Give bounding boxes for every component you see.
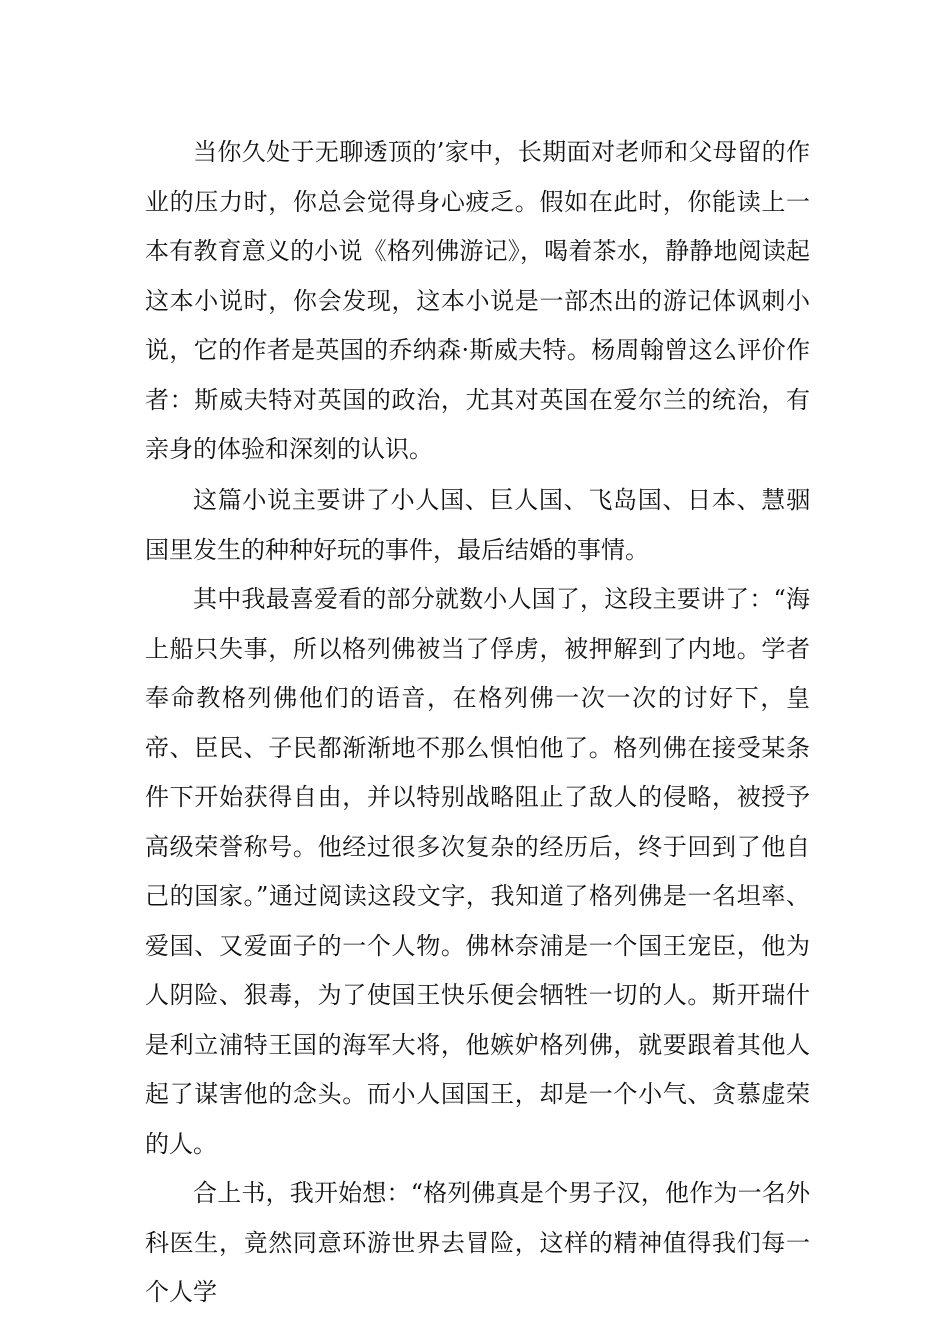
text-block-intro [145, 128, 810, 475]
paragraph-1: 当你久处于无聊透顶的’家中，长期面对老师和父母留的作业的压力时，你总会觉得身心疲乏。假如在此时，你能读上一本有教育意义的小说《格列佛游记》，喝着茶水，静静地阅读起这本小说时，你会发现，这本小说是一部杰出的游记体讽刺小说，它的作者是英国的乔纳森·斯威夫特。杨周翰曾这么评价作者：斯威夫特对英国的政治，尤其对英国在爱尔兰的统治，有亲身的体验和深刻的认识。 [145, 138, 810, 463]
text-block-body [145, 476, 810, 1318]
paragraph-3: 其中我最喜爱看的部分就数小人国了，这段主要讲了：“海上船只失事，所以格列佛被当了俘虏，被押解到了内地。学者奉命教格列佛他们的语音，在格列佛一次一次的讨好下，皇帝、臣民、子民都渐渐地不那么惧怕他了。格列佛在接受某条件下开始获得自由，并以特别战略阻止了敌人的侵略，被授予高级荣誉称号。他经过很多次复杂的经历后，终于回到了他自己的国家。”通过阅读这段文字，我知道了格列佛是一名坦率、爱国、又爱面子的一个人物。佛林奈浦是一个国王宠臣，他为人阴险、狠毒，为了使国王快乐便会牺牲一切的人。斯开瑞什是利立浦特王国的海军大将，他嫉妒格列佛，就要跟着其他人起了谋害他的念头。而小人国国王，却是一个小气、贪慕虚荣的人。 [145, 585, 810, 1158]
paragraph-2: 这篇小说主要讲了小人国、巨人国、飞岛国、日本、慧骃国里发生的种种好玩的事件，最后结婚的事情。 [145, 486, 810, 564]
paragraph-4: 合上书，我开始想：“格列佛真是个男子汉，他作为一名外科医生，竟然同意环游世界去冒险，这样的精神值得我们每一个人学 [145, 1179, 810, 1306]
